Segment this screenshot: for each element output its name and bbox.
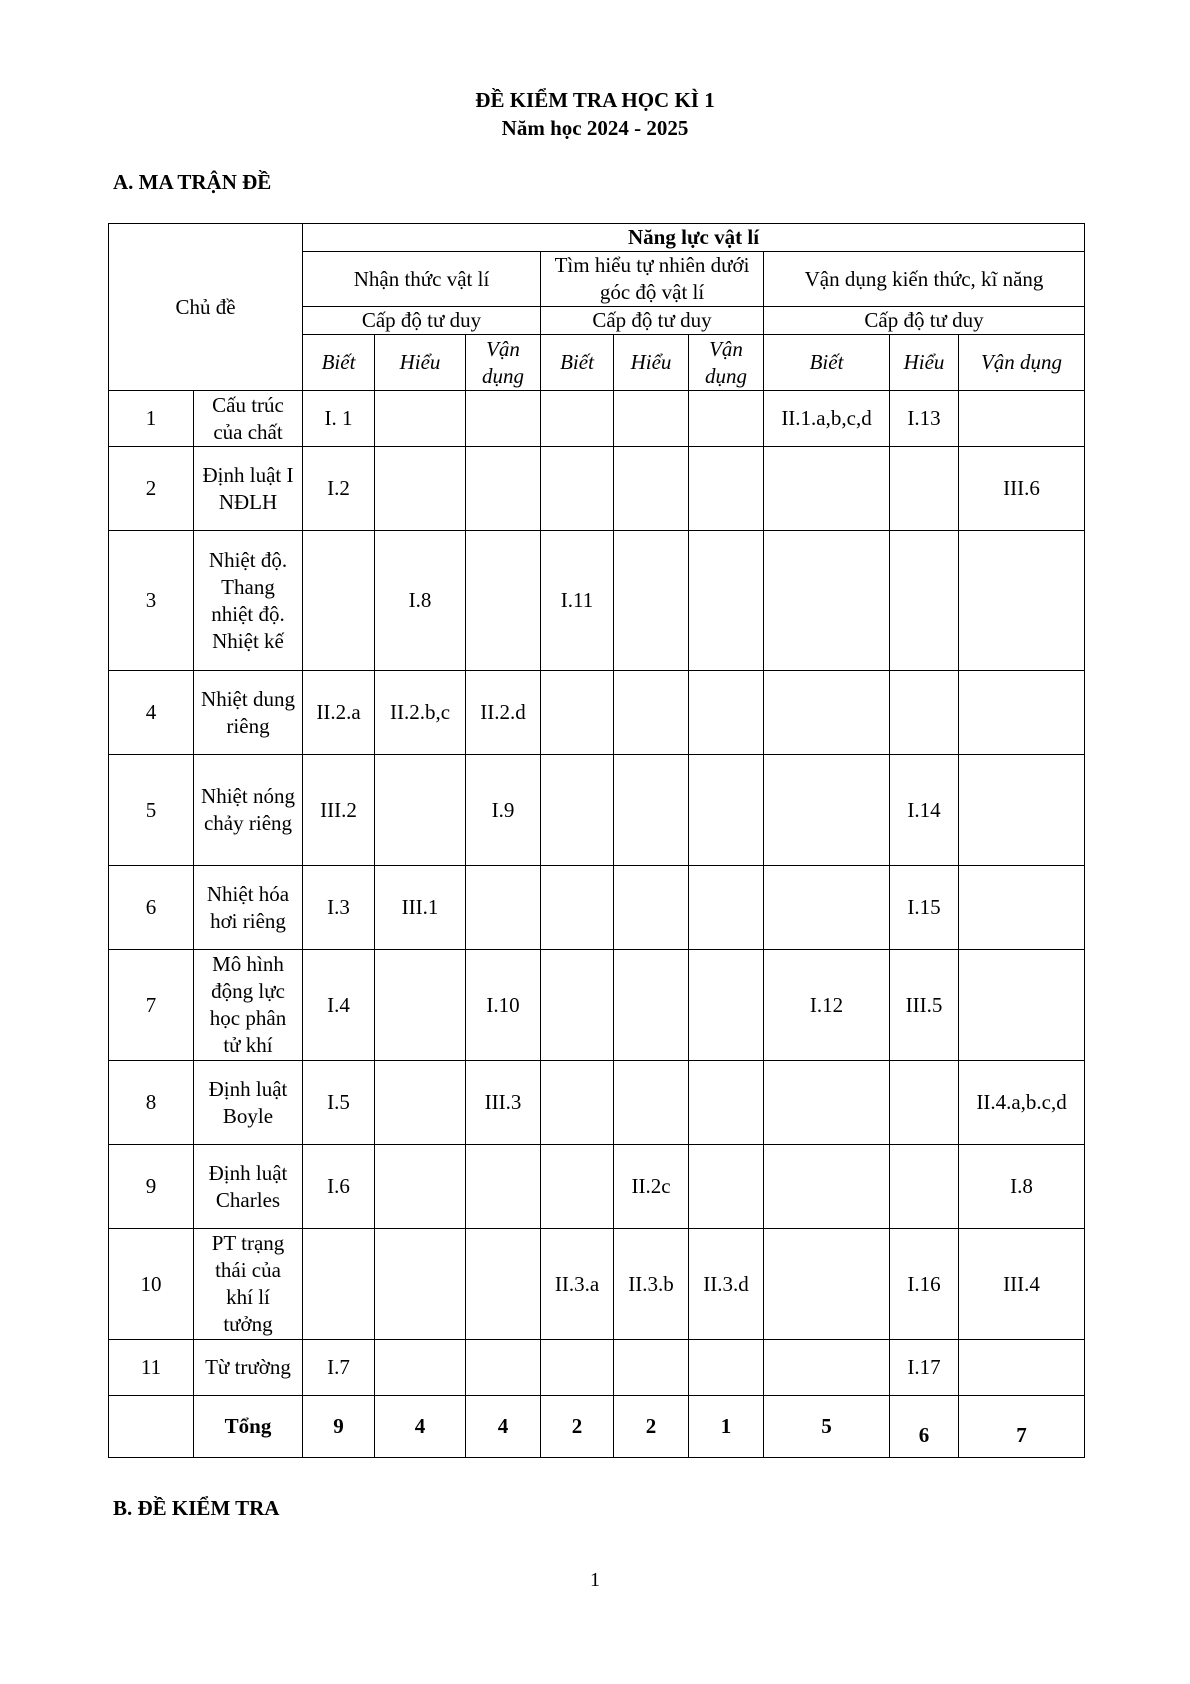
question-cell: I. 1 xyxy=(303,391,375,447)
question-cell xyxy=(541,1340,614,1396)
question-cell xyxy=(890,1145,959,1229)
question-cell xyxy=(541,866,614,950)
question-cell: I.9 xyxy=(466,755,541,866)
question-cell xyxy=(959,950,1085,1061)
group-header-cognition: Nhận thức vật lí xyxy=(303,252,541,307)
row-number: 1 xyxy=(109,391,194,447)
question-cell xyxy=(466,1340,541,1396)
row-number: 8 xyxy=(109,1061,194,1145)
question-cell xyxy=(614,950,689,1061)
level-cell: Hiểu xyxy=(375,335,466,391)
question-cell xyxy=(541,447,614,531)
question-cell xyxy=(614,531,689,671)
topic-cell: Định luật Boyle xyxy=(194,1061,303,1145)
question-cell: I.7 xyxy=(303,1340,375,1396)
question-cell xyxy=(689,755,764,866)
question-cell xyxy=(890,1061,959,1145)
topic-cell: PT trạng thái của khí lí tưởng xyxy=(194,1229,303,1340)
topic-cell: Nhiệt hóa hơi riêng xyxy=(194,866,303,950)
question-cell: III.1 xyxy=(375,866,466,950)
table-row xyxy=(109,391,1085,447)
question-cell: II.2.d xyxy=(466,671,541,755)
total-cell: 5 xyxy=(764,1396,890,1458)
topic-cell: Nhiệt dung riêng xyxy=(194,671,303,755)
question-cell xyxy=(375,1340,466,1396)
question-cell: II.3.a xyxy=(541,1229,614,1340)
question-cell: I.8 xyxy=(375,531,466,671)
total-cell: 2 xyxy=(614,1396,689,1458)
question-cell xyxy=(689,671,764,755)
question-cell xyxy=(466,447,541,531)
level-cell: Vận dụng xyxy=(959,335,1085,391)
question-cell xyxy=(959,391,1085,447)
question-cell xyxy=(375,755,466,866)
question-cell: I.16 xyxy=(890,1229,959,1340)
question-cell xyxy=(764,1340,890,1396)
group-header-application: Vận dụng kiến thức, kĩ năng xyxy=(764,252,1085,307)
question-cell: II.2c xyxy=(614,1145,689,1229)
question-cell: I.10 xyxy=(466,950,541,1061)
row-number: 9 xyxy=(109,1145,194,1229)
total-cell: 2 xyxy=(541,1396,614,1458)
level-cell: Vận dụng xyxy=(466,335,541,391)
question-cell xyxy=(764,671,890,755)
question-cell xyxy=(764,531,890,671)
header-row-competency xyxy=(109,224,1085,252)
question-cell xyxy=(375,1145,466,1229)
table-row xyxy=(109,671,1085,755)
row-number: 4 xyxy=(109,671,194,755)
question-cell xyxy=(466,1229,541,1340)
row-number: 10 xyxy=(109,1229,194,1340)
total-cell: 1 xyxy=(689,1396,764,1458)
total-cell: 4 xyxy=(466,1396,541,1458)
question-cell: I.3 xyxy=(303,866,375,950)
question-cell xyxy=(375,950,466,1061)
question-cell xyxy=(959,755,1085,866)
total-cell: 9 xyxy=(303,1396,375,1458)
question-cell xyxy=(303,531,375,671)
question-cell xyxy=(959,1340,1085,1396)
question-cell: II.1.a,b,c,d xyxy=(764,391,890,447)
total-cell: 7 xyxy=(959,1396,1085,1458)
row-number: 2 xyxy=(109,447,194,531)
question-cell xyxy=(689,1061,764,1145)
row-number: 11 xyxy=(109,1340,194,1396)
row-number: 7 xyxy=(109,950,194,1061)
level-cell: Biết xyxy=(764,335,890,391)
total-cell: 6 xyxy=(890,1396,959,1458)
question-cell: I.2 xyxy=(303,447,375,531)
question-cell xyxy=(689,950,764,1061)
row-number: 3 xyxy=(109,531,194,671)
question-cell xyxy=(764,866,890,950)
question-cell xyxy=(375,1061,466,1145)
document-title: ĐỀ KIỂM TRA HỌC KÌ 1 xyxy=(475,88,715,112)
question-cell: II.2.b,c xyxy=(375,671,466,755)
question-cell xyxy=(689,391,764,447)
level-cell: Biết xyxy=(303,335,375,391)
question-cell: I.6 xyxy=(303,1145,375,1229)
question-cell xyxy=(890,531,959,671)
page-number: 1 xyxy=(590,1569,600,1591)
question-cell: I.14 xyxy=(890,755,959,866)
section-b-heading: B. ĐỀ KIỂM TRA xyxy=(113,1496,280,1520)
level-cell: Hiểu xyxy=(614,335,689,391)
question-cell xyxy=(466,391,541,447)
row-number: 6 xyxy=(109,866,194,950)
table-row xyxy=(109,1229,1085,1340)
question-cell xyxy=(375,447,466,531)
question-cell xyxy=(303,1229,375,1340)
table-row xyxy=(109,531,1085,671)
assessment-matrix-table xyxy=(108,223,1085,1458)
question-cell: I.13 xyxy=(890,391,959,447)
question-cell xyxy=(541,391,614,447)
question-cell: I.15 xyxy=(890,866,959,950)
question-cell: II.2.a xyxy=(303,671,375,755)
question-cell xyxy=(614,447,689,531)
question-cell xyxy=(375,1229,466,1340)
question-cell xyxy=(466,531,541,671)
question-cell xyxy=(890,671,959,755)
question-cell: III.6 xyxy=(959,447,1085,531)
question-cell xyxy=(466,866,541,950)
question-cell xyxy=(764,1145,890,1229)
question-cell xyxy=(689,866,764,950)
level-header: Cấp độ tư duy xyxy=(764,307,1085,335)
total-row xyxy=(109,1396,1085,1458)
question-cell xyxy=(614,755,689,866)
topic-cell: Nhiệt nóng chảy riêng xyxy=(194,755,303,866)
level-cell: Hiểu xyxy=(890,335,959,391)
topic-cell: Định luật I NĐLH xyxy=(194,447,303,531)
question-cell xyxy=(959,866,1085,950)
school-year: Năm học 2024 - 2025 xyxy=(501,116,689,140)
question-cell: III.3 xyxy=(466,1061,541,1145)
question-cell xyxy=(541,1145,614,1229)
question-cell xyxy=(375,391,466,447)
table-row xyxy=(109,950,1085,1061)
question-cell xyxy=(959,531,1085,671)
competency-header: Năng lực vật lí xyxy=(303,224,1085,252)
question-cell xyxy=(764,1061,890,1145)
level-cell: Vận dụng xyxy=(689,335,764,391)
row-number: 5 xyxy=(109,755,194,866)
section-a-heading: A. MA TRẬN ĐỀ xyxy=(113,170,272,194)
level-header: Cấp độ tư duy xyxy=(303,307,541,335)
question-cell xyxy=(614,1340,689,1396)
question-cell: I.12 xyxy=(764,950,890,1061)
level-cell: Biết xyxy=(541,335,614,391)
question-cell xyxy=(764,447,890,531)
question-cell xyxy=(689,447,764,531)
topic-cell: Cấu trúc của chất xyxy=(194,391,303,447)
question-cell xyxy=(541,950,614,1061)
topic-cell: Từ trường xyxy=(194,1340,303,1396)
question-cell: II.3.b xyxy=(614,1229,689,1340)
question-cell xyxy=(614,1061,689,1145)
question-cell: I.17 xyxy=(890,1340,959,1396)
level-header: Cấp độ tư duy xyxy=(541,307,764,335)
table-row xyxy=(109,1061,1085,1145)
question-cell: III.5 xyxy=(890,950,959,1061)
question-cell xyxy=(466,1145,541,1229)
question-cell: I.11 xyxy=(541,531,614,671)
total-label: Tổng xyxy=(194,1396,303,1458)
topic-header: Chủ đề xyxy=(109,224,303,391)
group-header-inquiry: Tìm hiểu tự nhiên dưới góc độ vật lí xyxy=(541,252,764,307)
question-cell xyxy=(614,866,689,950)
table-row xyxy=(109,1340,1085,1396)
question-cell xyxy=(764,1229,890,1340)
question-cell xyxy=(689,1145,764,1229)
question-cell xyxy=(764,755,890,866)
question-cell xyxy=(541,755,614,866)
topic-cell: Định luật Charles xyxy=(194,1145,303,1229)
question-cell xyxy=(541,1061,614,1145)
table-row xyxy=(109,755,1085,866)
total-cell: 4 xyxy=(375,1396,466,1458)
table-row xyxy=(109,447,1085,531)
question-cell: II.3.d xyxy=(689,1229,764,1340)
question-cell: III.4 xyxy=(959,1229,1085,1340)
question-cell xyxy=(614,391,689,447)
question-cell: I.8 xyxy=(959,1145,1085,1229)
question-cell: I.4 xyxy=(303,950,375,1061)
question-cell xyxy=(959,671,1085,755)
question-cell: I.5 xyxy=(303,1061,375,1145)
question-cell xyxy=(541,671,614,755)
table-row xyxy=(109,1145,1085,1229)
question-cell: III.2 xyxy=(303,755,375,866)
topic-cell: Nhiệt độ. Thang nhiệt độ. Nhiệt kế xyxy=(194,531,303,671)
total-row-blank xyxy=(109,1396,194,1458)
topic-cell: Mô hình động lực học phân tử khí xyxy=(194,950,303,1061)
table-row xyxy=(109,866,1085,950)
question-cell xyxy=(689,1340,764,1396)
question-cell: II.4.a,b.c,d xyxy=(959,1061,1085,1145)
question-cell xyxy=(689,531,764,671)
question-cell xyxy=(614,671,689,755)
question-cell xyxy=(890,447,959,531)
